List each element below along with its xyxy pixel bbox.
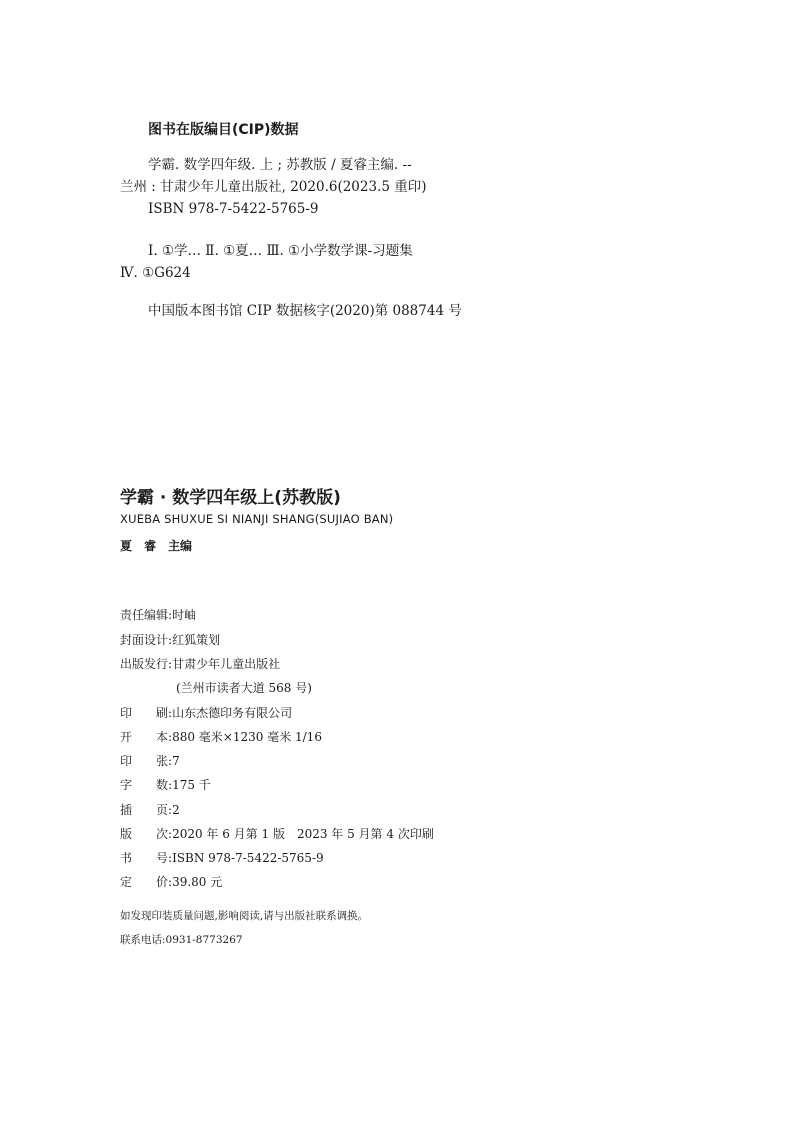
meta-colon: : xyxy=(168,803,173,817)
meta-value: 39.80 元 xyxy=(172,875,223,889)
meta-colon: : xyxy=(168,633,173,647)
meta-colon: : xyxy=(168,706,173,720)
meta-value: 红狐策划 xyxy=(172,633,221,647)
meta-label: 字 数 xyxy=(120,778,169,792)
book-editor: 夏 睿 主编 xyxy=(120,539,193,553)
cip-line-1: 学霸. 数学四年级. 上 ; 苏教版 / 夏睿主编. -- xyxy=(148,157,412,173)
meta-value: 2020 年 6 月第 1 版 2023 年 5 月第 4 次印刷 xyxy=(172,827,434,841)
meta-value: 山东杰德印务有限公司 xyxy=(172,706,293,720)
meta-value: 2 xyxy=(172,803,180,817)
cip-classification-2: Ⅳ. ①G624 xyxy=(120,265,191,281)
contact-phone: 联系电话:0931-8773267 xyxy=(120,934,243,946)
meta-value: 时岫 xyxy=(172,608,197,622)
meta-label: 开 本 xyxy=(120,730,169,744)
meta-label: 定 价 xyxy=(120,875,169,889)
meta-label: 责任编辑 xyxy=(120,608,169,622)
cip-classification: Ⅰ. ①学… Ⅱ. ①夏… Ⅲ. ①小学数学课-习题集 xyxy=(148,243,413,259)
meta-value: 甘肃少年儿童出版社 xyxy=(172,657,281,671)
meta-label: 插 页 xyxy=(120,803,169,817)
meta-row xyxy=(120,632,220,648)
meta-colon: : xyxy=(168,608,173,622)
meta-row xyxy=(176,680,312,696)
meta-row xyxy=(120,607,196,623)
meta-label: 版 次 xyxy=(120,827,169,841)
meta-row xyxy=(120,850,324,866)
cip-isbn: ISBN 978-7-5422-5765-9 xyxy=(148,201,319,217)
meta-row xyxy=(120,656,280,672)
meta-row xyxy=(120,729,322,745)
meta-value: (兰州市读者大道 568 号) xyxy=(176,681,312,695)
meta-value: ISBN 978-7-5422-5765-9 xyxy=(172,851,324,865)
meta-row xyxy=(120,874,222,890)
meta-colon: : xyxy=(168,657,173,671)
meta-value: 175 千 xyxy=(172,778,211,792)
meta-colon: : xyxy=(168,754,173,768)
meta-row xyxy=(120,705,292,721)
cip-record-number: 中国版本图书馆 CIP 数据核字(2020)第 088744 号 xyxy=(148,303,462,319)
meta-colon: : xyxy=(168,827,173,841)
meta-label: 封面设计 xyxy=(120,633,169,647)
cip-heading: 图书在版编目(CIP)数据 xyxy=(148,122,299,138)
quality-notice: 如发现印装质量问题,影响阅读,请与出版社联系调换。 xyxy=(120,910,369,922)
meta-label: 出版发行 xyxy=(120,657,169,671)
book-subtitle-pinyin: XUEBA SHUXUE SI NIANJI SHANG(SUJIAO BAN) xyxy=(120,512,394,526)
meta-colon: : xyxy=(168,730,173,744)
meta-colon: : xyxy=(168,851,173,865)
meta-value: 7 xyxy=(172,754,180,768)
meta-row xyxy=(120,777,211,793)
meta-label: 书 号 xyxy=(120,851,169,865)
meta-label: 印 刷 xyxy=(120,706,169,720)
cip-line-2: 兰州 : 甘肃少年儿童出版社, 2020.6(2023.5 重印) xyxy=(120,179,427,195)
meta-colon: : xyxy=(168,778,173,792)
meta-row xyxy=(120,753,180,769)
meta-row xyxy=(120,826,434,842)
meta-colon: : xyxy=(168,875,173,889)
meta-value: 880 毫米×1230 毫米 1/16 xyxy=(172,730,322,744)
book-title: 学霸 · 数学四年级上(苏教版) xyxy=(120,488,341,508)
meta-row xyxy=(120,802,180,818)
meta-label: 印 张 xyxy=(120,754,169,768)
